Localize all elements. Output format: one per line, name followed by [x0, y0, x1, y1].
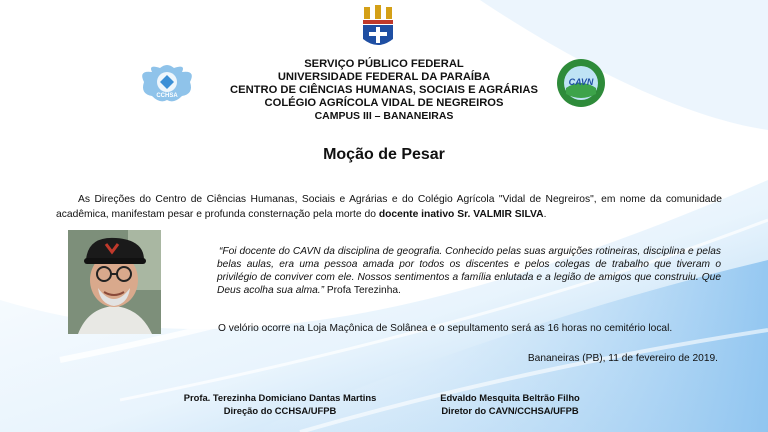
tribute-quote: [217, 245, 721, 297]
deceased-photo: [68, 230, 161, 334]
quote-text: “Foi docente do CAVN da disciplina de geografia. Conhecido pelas suas arguições rotineiras, disciplina e pelas belas aulas, era uma pessoa amada por todos os discentes e pelos colegas de trabalho que tiveram o privilégio de conviver com ele. Nossos sentimentos a família enlutada e a legião de amigos que construiu. Que Deus acolha sua alma.”: [217, 246, 721, 296]
cchsa-logo-text: CCHSA: [156, 93, 178, 99]
signature-right-name: Edvaldo Mesquita Beltrão Filho: [440, 392, 580, 403]
quote-author: Profa Terezinha.: [324, 285, 401, 296]
header-line-center: CENTRO DE CIÊNCIAS HUMANAS, SOCIAIS E AGRÁRIAS: [230, 84, 538, 96]
signature-right: [410, 391, 610, 417]
page-title: Moção de Pesar: [323, 146, 445, 163]
header-line-campus: CAMPUS III – BANANEIRAS: [314, 110, 454, 122]
signature-right-role: Diretor do CAVN/CCHSA/UFPB: [441, 405, 579, 416]
date-line: Bananeiras (PB), 11 de fevereiro de 2019.: [527, 353, 718, 364]
intro-end: .: [543, 209, 547, 220]
signature-left-role: Direção do CCHSA/UFPB: [223, 405, 337, 416]
funeral-info: O velório ocorre na Loja Maçônica de Solânea e o sepultamento será as 16 horas no cemitério local.: [218, 323, 673, 334]
header-line-federal: SERVIÇO PÚBLICO FEDERAL: [304, 58, 464, 70]
intro-text: As Direções do Centro de Ciências Humanas, Sociais e Agrárias e do Colégio Agrícola "Vidal de Negreiros", em nome da comunidade acadêmica, manifestam pesar e profunda consternação pela morte do: [56, 194, 722, 220]
signature-left-name: Profa. Terezinha Domiciano Dantas Martins: [183, 392, 377, 403]
header-line-college: COLÉGIO AGRÍCOLA VIDAL DE NEGREIROS: [264, 97, 504, 109]
cavn-logo-text: CAVN: [568, 77, 594, 87]
intro-deceased-name: docente inativo Sr. VALMIR SILVA: [378, 209, 544, 220]
header-line-university: UNIVERSIDADE FEDERAL DA PARAÍBA: [277, 71, 491, 83]
signature-left: [160, 391, 400, 417]
ufpb-crest-logo: [360, 5, 396, 52]
intro-paragraph: [56, 192, 722, 222]
